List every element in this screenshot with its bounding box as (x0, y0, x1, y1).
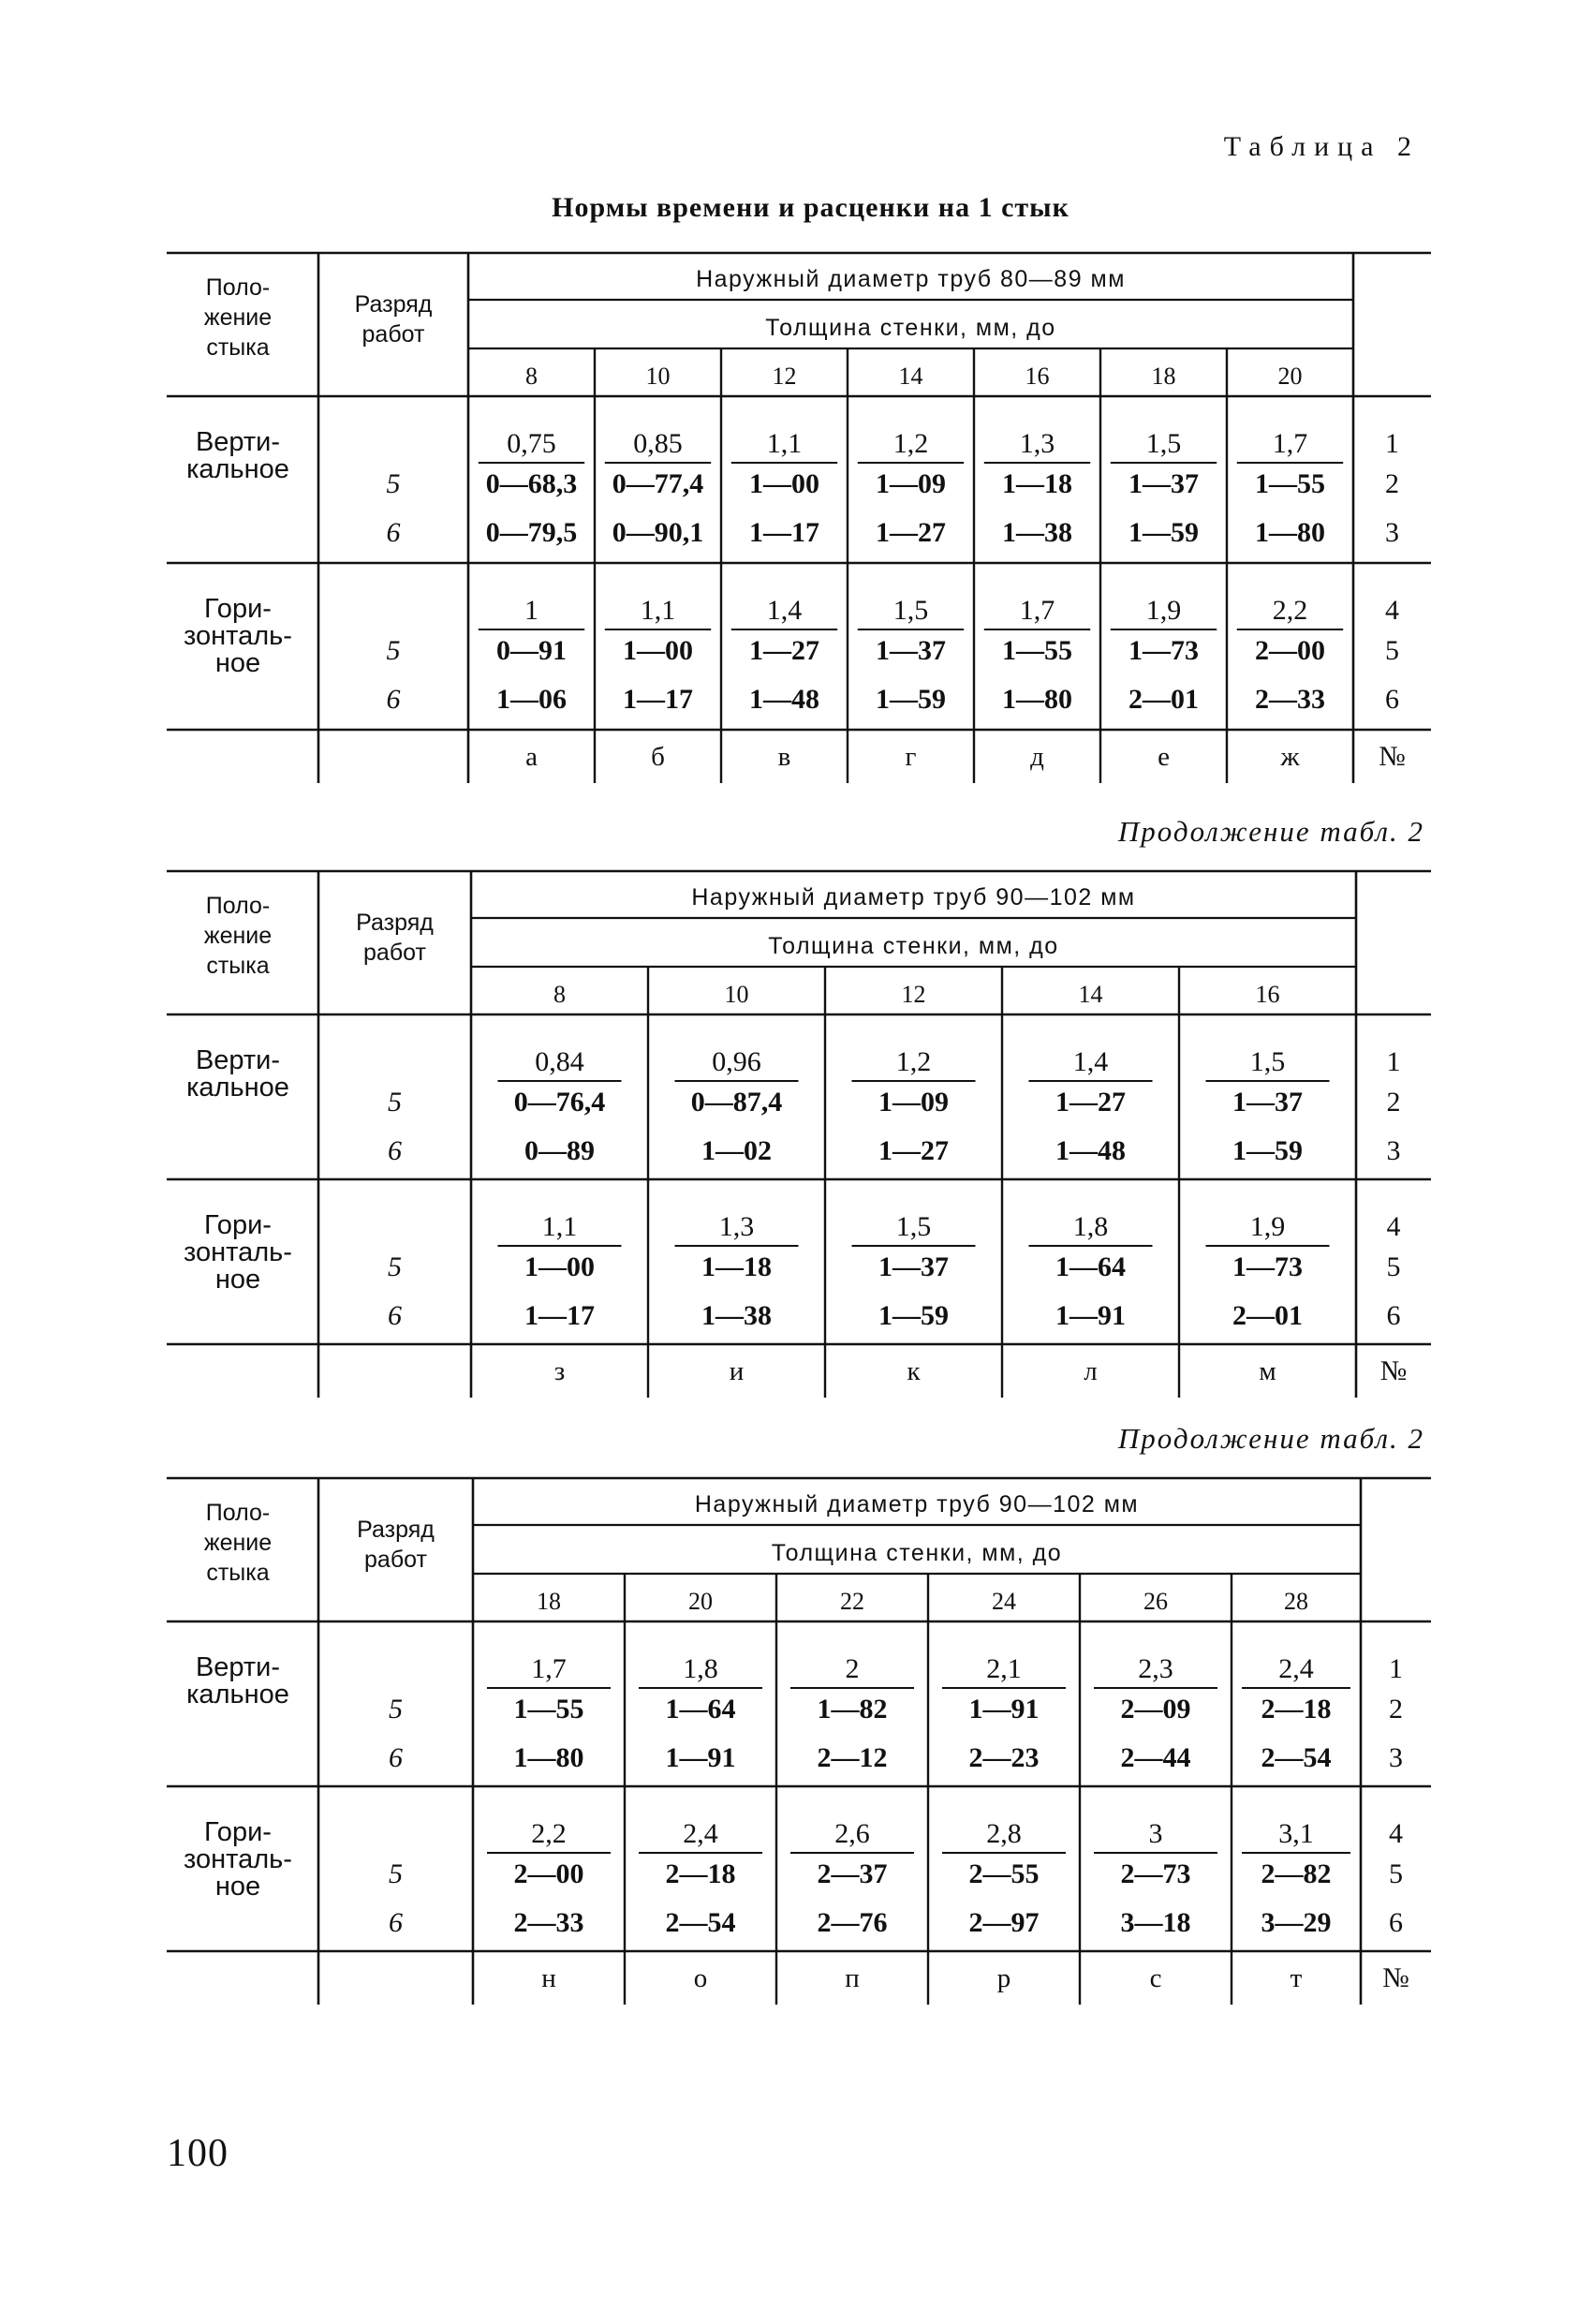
rate-grade-6: 1—27 (876, 517, 946, 548)
grade-header: Разряд работ (356, 910, 434, 966)
rate-grade-5: 1—27 (1055, 1087, 1126, 1118)
thickness-24: 24 (992, 1588, 1016, 1615)
rate-grade-6: 1—17 (524, 1300, 595, 1331)
rate-grade-5: 1—64 (1055, 1251, 1126, 1282)
thickness-16: 16 (1255, 981, 1280, 1008)
rate-grade-5: 1—82 (817, 1694, 888, 1724)
thickness-10: 10 (645, 363, 671, 390)
grade-header: Разряд работ (354, 291, 433, 348)
grade-5: 5 (388, 1251, 402, 1282)
norm-time: 1,3 (1019, 428, 1055, 459)
rate-grade-6: 1—80 (1255, 517, 1325, 548)
norm-time: 2,6 (834, 1818, 870, 1849)
thickness-12: 12 (772, 363, 797, 390)
row-number: 3 (1386, 1135, 1401, 1166)
rate-grade-5: 1—00 (623, 635, 693, 666)
norm-time: 1,1 (541, 1211, 578, 1242)
norm-time: 1,3 (718, 1211, 755, 1242)
row-number: 1 (1385, 428, 1399, 459)
norm-time: 0,85 (633, 428, 683, 459)
norm-time: 1,4 (1072, 1046, 1109, 1077)
rates-table-1 (0, 244, 1593, 787)
column-letter: н (541, 1963, 556, 1993)
rate-grade-5: 2—55 (968, 1858, 1040, 1889)
thickness-16: 16 (1025, 363, 1050, 390)
norm-time: 1,1 (766, 428, 803, 459)
rate-grade-6: 2—33 (513, 1907, 584, 1938)
position-vertical: Верти-кальное (186, 1045, 289, 1103)
column-letter: е (1158, 742, 1170, 772)
rate-grade-6: 1—80 (513, 1742, 584, 1773)
rate-grade-6: 0—89 (524, 1135, 595, 1166)
norm-time: 1,7 (531, 1653, 567, 1684)
number-sign: № (1382, 1962, 1409, 1993)
column-letter: м (1259, 1356, 1276, 1386)
rate-grade-5: 1—55 (1255, 468, 1325, 499)
continuation-label-3: Продолжение табл. 2 (1117, 1422, 1424, 1455)
rate-grade-5: 2—18 (1261, 1694, 1332, 1724)
rate-grade-6: 1—27 (878, 1135, 949, 1166)
grade-6: 6 (389, 1742, 403, 1773)
grade-6: 6 (388, 1135, 402, 1166)
thickness-10: 10 (724, 981, 749, 1008)
norm-time: 1,5 (895, 1211, 932, 1242)
row-number: 5 (1389, 1858, 1403, 1889)
norm-time: 1,7 (1272, 428, 1308, 459)
rate-grade-5: 1—55 (1002, 635, 1072, 666)
rate-grade-6: 1—38 (1002, 517, 1072, 548)
rate-grade-5: 1—37 (876, 635, 946, 666)
wall-thickness-header: Толщина стенки, мм, до (765, 315, 1056, 341)
position-header: Поло-жение стыка (203, 1500, 273, 1586)
column-letter: р (996, 1963, 1011, 1993)
column-letter: о (693, 1963, 708, 1993)
rate-grade-6: 2—54 (665, 1907, 736, 1938)
column-letter: в (777, 742, 791, 772)
thickness-14: 14 (1078, 981, 1103, 1008)
rate-grade-5: 0—76,4 (513, 1087, 606, 1118)
rate-grade-6: 1—59 (1232, 1135, 1303, 1166)
thickness-14: 14 (898, 363, 923, 390)
rate-grade-5: 1—18 (1002, 468, 1072, 499)
grade-5: 5 (386, 468, 401, 499)
rate-grade-6: 2—76 (817, 1907, 888, 1938)
grade-header: Разряд работ (357, 1517, 435, 1573)
norm-time: 2,1 (986, 1653, 1022, 1684)
grade-5: 5 (389, 1694, 403, 1724)
row-number: 6 (1385, 684, 1399, 715)
rate-grade-5: 1—73 (1128, 635, 1199, 666)
column-letter: з (553, 1356, 566, 1386)
column-letter: д (1030, 742, 1044, 772)
grade-6: 6 (386, 517, 401, 548)
rate-grade-5: 2—82 (1261, 1858, 1332, 1889)
rate-grade-5: 1—27 (749, 635, 819, 666)
grade-6: 6 (389, 1907, 403, 1938)
rate-grade-6: 3—29 (1261, 1907, 1332, 1938)
row-number: 1 (1389, 1653, 1403, 1684)
rate-grade-5: 2—18 (665, 1858, 736, 1889)
rates-table-2 (0, 862, 1593, 1396)
rate-grade-5: 2—00 (1255, 635, 1325, 666)
rate-grade-5: 1—55 (513, 1694, 584, 1724)
rate-grade-5: 1—73 (1232, 1251, 1303, 1282)
norm-time: 1,5 (892, 595, 929, 626)
norm-time: 3 (1148, 1818, 1163, 1849)
rate-grade-6: 0—90,1 (612, 517, 704, 548)
thickness-8: 8 (525, 363, 538, 390)
norm-time: 1,2 (895, 1046, 932, 1077)
number-sign: № (1379, 741, 1406, 772)
rate-grade-5: 1—00 (524, 1251, 595, 1282)
norm-time: 2,3 (1138, 1653, 1173, 1684)
rate-grade-5: 0—68,3 (485, 468, 578, 499)
column-letter: с (1149, 1963, 1162, 1993)
position-header: Поло-жение стыка (203, 274, 273, 361)
rate-grade-5: 1—37 (878, 1251, 949, 1282)
norm-time: 1,2 (892, 428, 929, 459)
norm-time: 1,8 (1072, 1211, 1109, 1242)
rate-grade-5: 1—91 (968, 1694, 1040, 1724)
row-number: 4 (1389, 1818, 1403, 1849)
grade-5: 5 (386, 635, 401, 666)
row-number: 4 (1386, 1211, 1401, 1242)
rate-grade-6: 2—44 (1120, 1742, 1191, 1773)
rate-grade-6: 1—02 (701, 1135, 772, 1166)
rate-grade-6: 1—91 (1055, 1300, 1126, 1331)
norm-time: 2,2 (1272, 595, 1308, 626)
row-number: 5 (1386, 1251, 1401, 1282)
norm-time: 1 (524, 595, 538, 626)
grade-6: 6 (386, 684, 401, 715)
rate-grade-6: 1—59 (876, 684, 946, 715)
row-number: 2 (1386, 1087, 1401, 1118)
number-sign: № (1379, 1355, 1408, 1386)
column-letter: т (1290, 1963, 1303, 1993)
column-letter: б (651, 742, 665, 772)
rate-grade-5: 2—00 (513, 1858, 584, 1889)
rate-grade-5: 2—73 (1120, 1858, 1191, 1889)
row-number: 6 (1386, 1300, 1401, 1331)
thickness-12: 12 (901, 981, 926, 1008)
row-number: 2 (1389, 1694, 1403, 1724)
norm-time: 1,9 (1145, 595, 1182, 626)
row-number: 6 (1389, 1907, 1403, 1938)
rate-grade-5: 1—18 (701, 1251, 772, 1282)
column-letter: п (845, 1963, 860, 1993)
continuation-label-2: Продолжение табл. 2 (1117, 815, 1424, 848)
rate-grade-6: 2—01 (1232, 1300, 1303, 1331)
norm-time: 1,9 (1249, 1211, 1286, 1242)
rate-grade-5: 0—77,4 (612, 468, 704, 499)
norm-time: 1,5 (1145, 428, 1182, 459)
rate-grade-5: 0—91 (496, 635, 567, 666)
rate-grade-5: 1—00 (749, 468, 819, 499)
rate-grade-6: 2—12 (817, 1742, 888, 1773)
column-letter: и (729, 1356, 745, 1386)
wall-thickness-header: Толщина стенки, мм, до (768, 933, 1059, 959)
position-vertical: Верти-кальное (186, 1652, 289, 1710)
rate-grade-6: 1—91 (665, 1742, 736, 1773)
rate-grade-5: 1—09 (878, 1087, 949, 1118)
rate-grade-6: 0—79,5 (485, 517, 578, 548)
wall-thickness-header: Толщина стенки, мм, до (771, 1540, 1063, 1566)
column-letter: г (905, 742, 917, 772)
thickness-18: 18 (1151, 363, 1176, 390)
table-label: Таблица 2 (1223, 131, 1420, 162)
rate-grade-6: 1—59 (878, 1300, 949, 1331)
rate-grade-6: 1—59 (1128, 517, 1199, 548)
rate-grade-5: 0—87,4 (690, 1087, 783, 1118)
thickness-20: 20 (1277, 363, 1303, 390)
rate-grade-5: 1—37 (1128, 468, 1199, 499)
thickness-28: 28 (1284, 1588, 1308, 1615)
rate-grade-5: 1—64 (665, 1694, 736, 1724)
row-number: 2 (1385, 468, 1399, 499)
rate-grade-5: 1—09 (876, 468, 946, 499)
rate-grade-6: 2—97 (968, 1907, 1040, 1938)
column-letter: л (1084, 1356, 1098, 1386)
row-number: 5 (1385, 635, 1399, 666)
rate-grade-6: 1—80 (1002, 684, 1072, 715)
rate-grade-6: 2—54 (1261, 1742, 1332, 1773)
position-horizontal: Гори-зонталь-ное (184, 1210, 292, 1295)
norm-time: 2,2 (531, 1818, 567, 1849)
thickness-22: 22 (840, 1588, 864, 1615)
grade-6: 6 (388, 1300, 402, 1331)
rates-table-3 (0, 1469, 1593, 2003)
grade-5: 5 (388, 1087, 402, 1118)
norm-time: 1,7 (1019, 595, 1055, 626)
rate-grade-6: 2—33 (1255, 684, 1325, 715)
position-horizontal: Гори-зонталь-ное (184, 1817, 292, 1902)
row-number: 4 (1385, 595, 1399, 626)
thickness-18: 18 (537, 1588, 561, 1615)
norm-time: 2 (845, 1653, 860, 1684)
norm-time: 1,5 (1249, 1046, 1286, 1077)
thickness-26: 26 (1143, 1588, 1168, 1615)
column-letter: а (525, 742, 538, 772)
row-number: 3 (1385, 517, 1399, 548)
norm-time: 3,1 (1278, 1818, 1314, 1849)
rate-grade-5: 2—37 (817, 1858, 888, 1889)
norm-time: 2,8 (986, 1818, 1022, 1849)
rate-grade-5: 2—09 (1120, 1694, 1191, 1724)
norm-time: 1,8 (683, 1653, 718, 1684)
diameter-header: Наружный диаметр труб 80—89 мм (696, 266, 1126, 292)
rate-grade-6: 2—23 (968, 1742, 1040, 1773)
norm-time: 1,1 (640, 595, 676, 626)
rate-grade-6: 1—38 (701, 1300, 772, 1331)
norm-time: 2,4 (1278, 1653, 1314, 1684)
rate-grade-6: 3—18 (1120, 1907, 1191, 1938)
column-letter: к (907, 1356, 921, 1386)
row-number: 3 (1389, 1742, 1403, 1773)
thickness-20: 20 (688, 1588, 713, 1615)
rate-grade-6: 1—17 (623, 684, 693, 715)
rate-grade-5: 1—37 (1232, 1087, 1303, 1118)
norm-time: 0,96 (712, 1046, 761, 1077)
position-horizontal: Гори-зонталь-ное (184, 594, 292, 678)
norm-time: 1,4 (766, 595, 803, 626)
diameter-header: Наружный диаметр труб 90—102 мм (691, 884, 1136, 910)
column-letter: ж (1280, 742, 1300, 772)
thickness-8: 8 (553, 981, 566, 1008)
rate-grade-6: 1—06 (496, 684, 567, 715)
norm-time: 2,4 (683, 1818, 718, 1849)
grade-5: 5 (389, 1858, 403, 1889)
rate-grade-6: 1—48 (1055, 1135, 1126, 1166)
rate-grade-6: 2—01 (1128, 684, 1199, 715)
row-number: 1 (1386, 1046, 1401, 1077)
norm-time: 0,75 (507, 428, 556, 459)
page-number: 100 (167, 2132, 229, 2175)
diameter-header: Наружный диаметр труб 90—102 мм (694, 1491, 1140, 1517)
position-header: Поло-жение стыка (203, 893, 273, 979)
position-vertical: Верти-кальное (186, 427, 289, 484)
table-title: Нормы времени и расценки на 1 стык (552, 192, 1069, 223)
rate-grade-6: 1—48 (749, 684, 819, 715)
rate-grade-6: 1—17 (749, 517, 819, 548)
norm-time: 0,84 (535, 1046, 584, 1077)
